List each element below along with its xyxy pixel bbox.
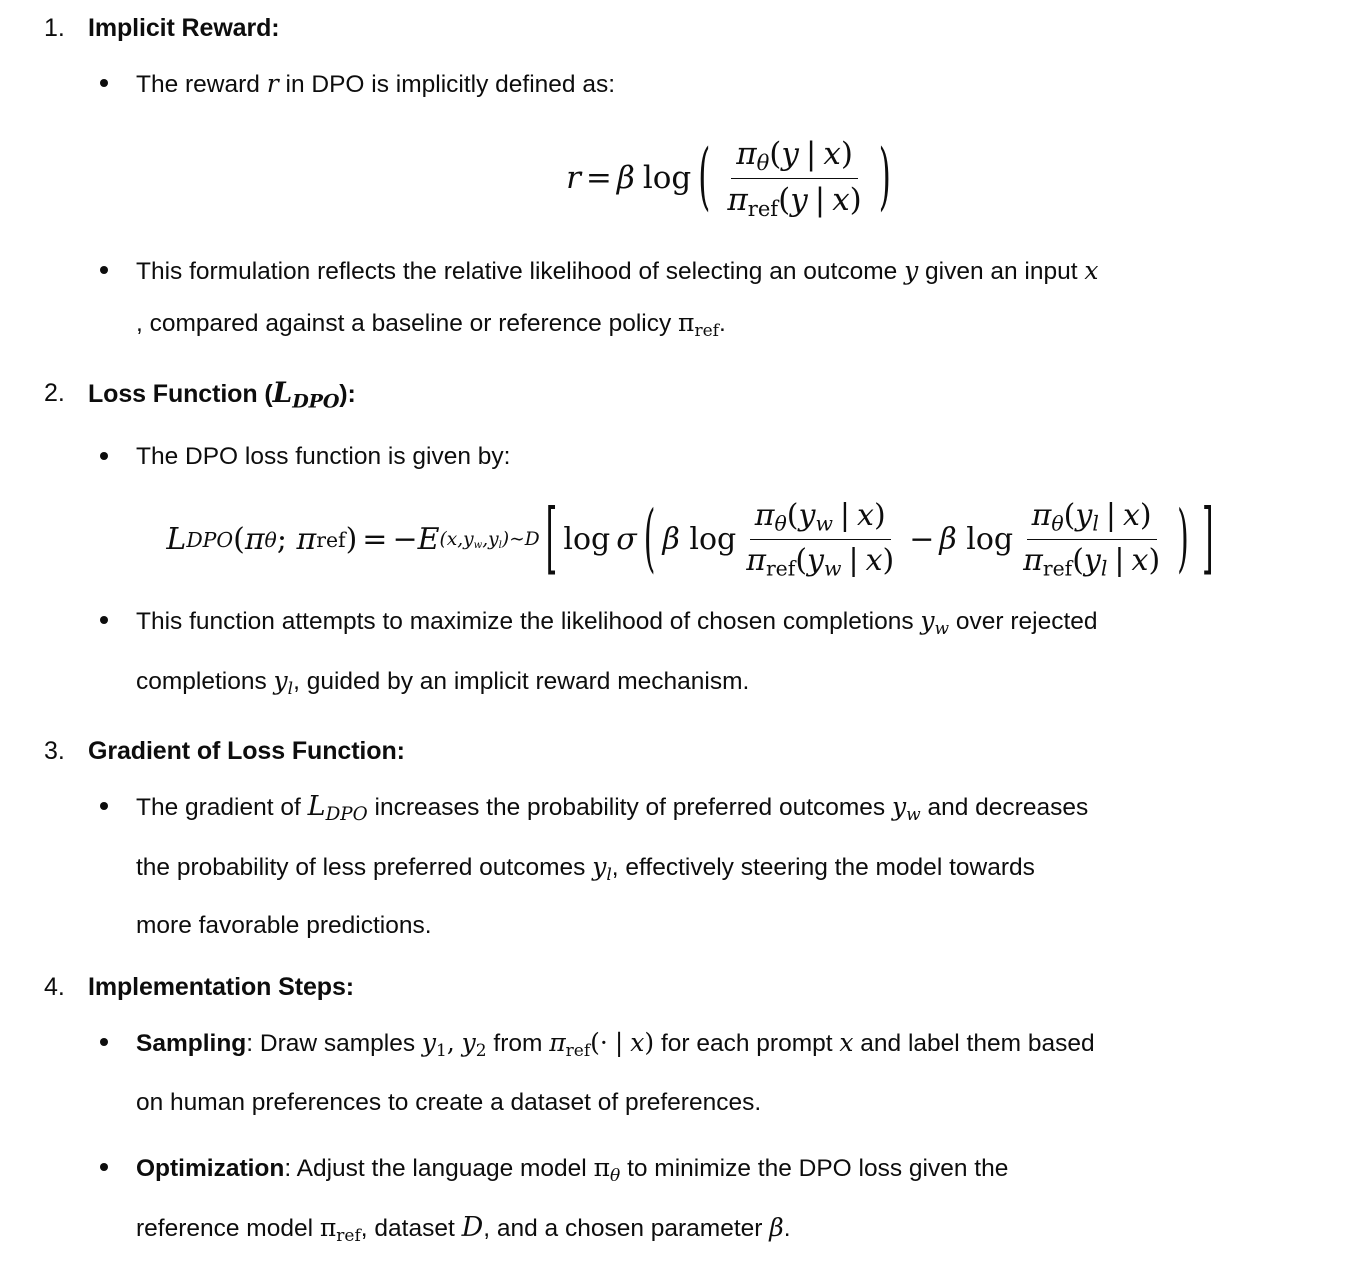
eq-open-paren: ( — [698, 135, 711, 220]
pi-symbol: π — [319, 1212, 337, 1242]
paren-open: ( — [1072, 542, 1084, 578]
bullet-text-period: . — [718, 310, 726, 338]
eq-close-paren-inner: ) — [1177, 496, 1189, 583]
bullet-text: more favorable predictions. — [136, 912, 432, 940]
eq-numerator — [731, 136, 858, 179]
eq-left-bracket: [ — [545, 494, 558, 586]
bullet-text: the probability of less preferred outcomes — [136, 853, 586, 881]
conditional-bar: | — [839, 498, 851, 534]
var-x: x — [857, 498, 874, 534]
var-sub-l: l — [287, 678, 294, 699]
eq-semicolon: ; — [276, 522, 287, 558]
inline-math-yw — [920, 606, 950, 640]
pi-subscript-ref: ref — [694, 320, 719, 341]
eq-denominator — [741, 540, 899, 582]
section-title-implementation: Implementation Steps: — [88, 973, 354, 1002]
pi-subscript-theta: θ — [610, 1165, 621, 1186]
eq-fraction-chosen — [741, 498, 899, 581]
paren-close: ) — [840, 136, 853, 172]
numbered-outline — [30, 8, 1328, 1262]
bullet-text: on human preferences to create a dataset of preferences. — [136, 1089, 762, 1117]
title-text-end: ): — [339, 379, 356, 408]
pi-symbol: π — [1023, 542, 1043, 578]
bullet-text: This function attempts to maximize the likelihood of chosen completions — [136, 608, 914, 636]
bullet-text: , compared against a baseline or reference policy — [136, 310, 672, 338]
bullet-dot-icon — [100, 452, 108, 460]
tilde-symbol: ∼ — [509, 528, 525, 550]
conditional-bar: | — [805, 136, 817, 172]
paren-open: ( — [778, 181, 791, 218]
inline-math-D: D — [461, 1211, 484, 1243]
bullet-text: : Adjust the language model — [284, 1155, 587, 1183]
inline-math-y: y — [904, 256, 919, 286]
title-text: Loss Function ( — [88, 379, 273, 408]
var-y: y — [781, 136, 799, 172]
pi-symbol: π — [746, 542, 766, 578]
bullet-loss-intro — [88, 431, 1328, 482]
section-gradient — [30, 731, 1328, 952]
var-sub-2: 2 — [475, 1041, 487, 1062]
math-comma: , — [446, 1028, 455, 1058]
eq-open-paren-inner: ( — [643, 496, 656, 583]
var-y: y — [421, 1028, 437, 1058]
var-x: x — [1131, 542, 1149, 578]
E-sub-end: ) — [501, 528, 510, 550]
var-y: y — [920, 606, 935, 636]
var-y: y — [1075, 498, 1093, 534]
paren-open: ( — [1063, 498, 1076, 534]
eq-fraction — [722, 136, 866, 221]
bullet-text: to minimize the DPO loss given the — [627, 1155, 1009, 1183]
pi-symbol: π — [727, 181, 748, 218]
eq-E-subscript — [439, 529, 539, 551]
bullet-text: , dataset — [360, 1214, 455, 1242]
step-label-sampling: Sampling — [136, 1030, 247, 1058]
bullet-text: for each prompt — [660, 1030, 833, 1058]
section-title-implicit-reward: Implicit Reward: — [88, 14, 280, 42]
bullet-text: reference model — [136, 1214, 314, 1242]
var-sub-w: w — [906, 804, 921, 825]
L-subscript-DPO: DPO — [325, 804, 368, 826]
bullet-loss-explanation — [88, 595, 1328, 715]
bullet-list-2 — [88, 431, 1328, 482]
bullet-text: completions — [136, 668, 267, 696]
inline-math-yw — [892, 791, 921, 825]
pi-symbol: π — [754, 498, 775, 534]
bullet-dot-icon — [100, 1038, 108, 1046]
bullet-dot-icon — [100, 802, 108, 810]
bullet-list-4 — [88, 1017, 1328, 1261]
pi-symbol: π — [678, 308, 695, 338]
bullet-text: This formulation reflects the relative likelihood of selecting an outcome — [136, 258, 898, 286]
conditional-bar: | — [814, 181, 826, 218]
var-sub-1: 1 — [436, 1041, 447, 1062]
bullet-text: and decreases — [927, 793, 1089, 821]
var-y: y — [807, 542, 824, 578]
center-dot: · — [599, 1028, 608, 1058]
inline-math-yl — [592, 851, 612, 885]
var-y: y — [592, 851, 607, 881]
inline-math-beta: β — [769, 1212, 784, 1242]
pi-subscript-theta: θ — [756, 149, 770, 175]
paren-close: ) — [1139, 498, 1152, 534]
bullet-text: , effectively steering the model towards — [611, 853, 1035, 881]
var-x: x — [630, 1028, 645, 1058]
var-y-sub-l: l — [1092, 511, 1099, 536]
bullet-text: increases the probability of preferred outcomes — [374, 793, 886, 821]
var-y-sub-w: w — [815, 511, 833, 536]
section-title-gradient: Gradient of Loss Function: — [88, 736, 405, 765]
E-sub-l: l — [498, 539, 502, 551]
paren-open: ( — [795, 542, 808, 578]
bullet-gradient-explanation — [88, 781, 1328, 952]
inline-math-pi-ref — [678, 308, 719, 341]
section-title-loss-function — [88, 373, 1328, 421]
bullet-text: : Draw samples — [246, 1030, 416, 1058]
var-y: y — [798, 498, 816, 534]
var-y: y — [892, 791, 907, 821]
D-symbol: D — [524, 528, 540, 550]
bullet-implicit-reward-explanation — [88, 245, 1328, 357]
conditional-bar: | — [614, 1028, 624, 1058]
eq-beta: β — [616, 160, 635, 197]
var-y: y — [1083, 542, 1101, 578]
bullet-text: The DPO loss function is given by: — [136, 443, 511, 471]
list-number-4: 4. — [44, 973, 65, 1002]
pi-symbol: π — [549, 1028, 566, 1058]
bullet-list-1 — [88, 58, 1328, 357]
inline-math-pi-theta — [593, 1153, 621, 1186]
L-symbol: L — [307, 790, 326, 822]
list-number-3: 3. — [44, 736, 65, 765]
pi-symbol: π — [736, 136, 757, 172]
pi-subscript-ref: ref — [1042, 556, 1073, 581]
var-sub-l: l — [606, 864, 612, 885]
eq-pi-ref: π — [296, 522, 317, 558]
conditional-bar: | — [848, 542, 859, 578]
bullet-list-2b — [88, 595, 1328, 715]
eq-L: L — [166, 522, 187, 558]
eq-log-1: log — [689, 522, 737, 558]
eq-denominator — [1018, 540, 1165, 582]
list-number-1: 1. — [44, 14, 65, 42]
pi-symbol: π — [593, 1153, 610, 1183]
bullet-text: The reward — [136, 71, 260, 98]
pi-symbol: π — [1031, 498, 1052, 534]
eq-denominator — [722, 179, 866, 222]
pi-subscript-ref: ref — [747, 195, 779, 221]
bullet-dot-icon — [100, 79, 108, 87]
eq-pi-theta: π — [244, 522, 265, 558]
eq-theta-sub: θ — [264, 527, 277, 552]
bullet-sampling-step — [88, 1017, 1328, 1128]
var-y-sub-w: w — [823, 556, 842, 581]
section-loss-function — [30, 373, 1328, 715]
equation-dpo-loss — [58, 494, 1328, 586]
paren-close: ) — [1148, 542, 1161, 578]
eq-sigma: σ — [616, 522, 637, 558]
eq-equals: = — [585, 160, 612, 197]
eq-subtraction: − — [909, 522, 935, 558]
var-x: x — [865, 542, 883, 578]
eq-beta-2: β — [939, 522, 957, 558]
eq-L-sub-DPO: DPO — [186, 527, 234, 552]
eq-close: ) — [345, 522, 358, 558]
E-sub-a: (x,y — [439, 528, 474, 550]
var-x: x — [1122, 498, 1140, 534]
bullet-dot-icon — [100, 266, 108, 274]
conditional-bar: | — [1105, 498, 1116, 534]
section-implicit-reward — [30, 8, 1328, 357]
list-number-2: 2. — [44, 378, 65, 407]
var-x: x — [823, 136, 841, 172]
var-y: y — [790, 181, 808, 218]
paren-close: ) — [882, 542, 895, 578]
var-y: y — [461, 1028, 476, 1058]
eq-equals: = — [362, 522, 388, 558]
eq-open: ( — [233, 522, 245, 558]
var-x: x — [832, 181, 850, 218]
paren-open: ( — [769, 136, 782, 172]
inline-math-x: x — [1084, 256, 1099, 286]
equation-implicit-reward — [136, 136, 1328, 221]
inline-math-r: r — [266, 69, 279, 98]
eq-beta-1: β — [662, 522, 680, 558]
eq-lhs-r: r — [566, 160, 581, 197]
paren-close: ) — [873, 498, 886, 534]
pi-subscript-ref: ref — [765, 556, 796, 581]
bullet-text: over rejected — [955, 608, 1098, 636]
bullet-text-end: , guided by an implicit reward mechanism. — [293, 668, 750, 696]
paren-open: ( — [590, 1028, 600, 1058]
inline-math-y2 — [461, 1028, 487, 1062]
eq-fraction-rejected — [1018, 498, 1165, 581]
paren-close: ) — [849, 181, 862, 218]
var-y-sub-l: l — [1100, 556, 1108, 581]
L-subscript-DPO: DPO — [292, 390, 340, 413]
bullet-text-period: . — [783, 1214, 791, 1242]
paren-close: ) — [644, 1028, 655, 1058]
step-label-optimization: Optimization — [136, 1155, 285, 1183]
eq-ref-sub: ref — [316, 527, 346, 552]
pi-subscript-theta: θ — [1051, 511, 1064, 536]
eq-minus: − — [392, 522, 418, 558]
inline-math-pi-ref-cond — [549, 1028, 655, 1062]
pi-subscript-theta: θ — [774, 511, 787, 536]
inline-math-yl — [273, 666, 294, 699]
bullet-list-3 — [88, 781, 1328, 952]
bullet-text-cont: in DPO is implicitly defined as: — [285, 71, 616, 98]
title-math-L — [272, 375, 340, 413]
bullet-optimization-step — [88, 1142, 1328, 1262]
paren-open: ( — [786, 498, 799, 534]
bullet-text: and label them based — [860, 1030, 1095, 1058]
L-symbol: L — [272, 375, 293, 409]
pi-subscript-ref: ref — [336, 1225, 361, 1246]
var-y: y — [273, 666, 288, 696]
inline-math-y1 — [421, 1028, 447, 1062]
E-sub-mid: ,y — [482, 528, 499, 550]
bullet-text: The gradient of — [136, 793, 301, 821]
eq-E: E — [417, 522, 440, 558]
E-sub-w: w — [473, 539, 483, 551]
bullet-text: given an input — [925, 258, 1078, 286]
eq-log: log — [563, 522, 611, 558]
eq-numerator — [1027, 498, 1157, 540]
bullet-dot-icon — [100, 1163, 108, 1171]
bullet-text: , and a chosen parameter — [483, 1214, 763, 1242]
inline-math-x: x — [839, 1028, 854, 1058]
bullet-text: from — [493, 1030, 543, 1058]
eq-right-bracket: ] — [1201, 494, 1214, 586]
pi-subscript-ref: ref — [565, 1041, 591, 1062]
eq-log-2: log — [966, 522, 1014, 558]
bullet-implicit-reward-definition — [88, 58, 1328, 221]
eq-numerator — [750, 498, 891, 540]
inline-math-L-DPO — [307, 790, 368, 826]
eq-log: log — [642, 160, 692, 197]
eq-close-paren: ) — [878, 135, 891, 220]
conditional-bar: | — [1114, 542, 1125, 578]
bullet-dot-icon — [100, 616, 108, 624]
var-sub-w: w — [934, 619, 950, 640]
inline-math-pi-ref — [319, 1212, 361, 1246]
